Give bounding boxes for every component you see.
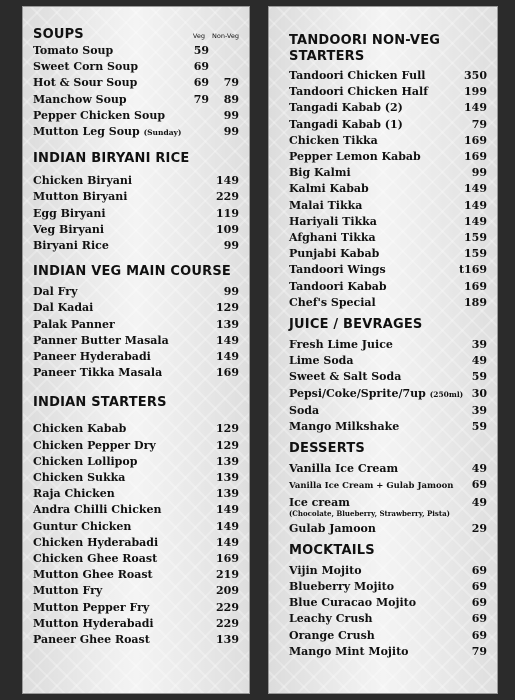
menu-item: Sweet Corn Soup 69 [33,60,209,74]
section-title: INDIAN STARTERS [33,395,167,411]
menu-item: Hot & Sour Soup 69 79 [33,76,239,90]
menu-item: Mutton Ghee Roast 219 [33,568,239,582]
menu-item: Biryani Rice 99 [33,239,239,253]
menu-item: Chicken Hyderabadi 149 [33,535,239,549]
menu-item: Paneer Ghee Roast 139 [33,633,239,647]
menu-item: Chicken Pepper Dry 129 [33,438,239,452]
juice-section [289,317,487,435]
menu-item: Tandoori Kabab 169 [289,279,487,293]
section-title: TANDOORI NON-VEG STARTERS [289,33,441,64]
veg-column-header: Veg [192,32,205,40]
menu-item: Vanilla Ice Cream 49 [289,462,487,476]
section-title: JUICE / BEVRAGES [289,317,423,333]
menu-item: Paneer Hyderabadi 149 [33,350,239,364]
section-title: MOCKTAILS [289,542,375,558]
menu-item: Kalmi Kabab 149 [289,182,487,196]
menu-item: Ice cream (Chocolate, Blueberry, Strawberry, Pista) 49 [289,495,487,518]
menu-item: Orange Crush 69 [289,628,487,642]
mocktails-section [289,543,487,660]
section-title: INDIAN VEG MAIN COURSE [33,264,231,280]
menu-item: Blueberry Mojito 69 [289,580,487,594]
menu-item: Malai Tikka 149 [289,198,487,212]
menu-item: Andra Chilli Chicken 149 [33,503,239,517]
menu-item: Mutton Pepper Fry 229 [33,600,239,614]
menu-item: Pepper Chicken Soup 99 [33,108,239,122]
menu-item: Chicken Sukka 139 [33,471,239,485]
soups-section [33,27,239,141]
menu-item: Gulab Jamoon 29 [289,521,487,535]
menu-item: Chicken Biryani 149 [33,174,239,188]
tandoori-section [289,33,487,311]
menu-item: Mutton Biryani 229 [33,190,239,204]
section-title: SOUPS [33,27,84,42]
menu-item: Pepper Lemon Kabab 169 [289,150,487,164]
menu-item: Vijin Mojito 69 [289,563,487,577]
menu-item: Tangadi Kabab (1) 79 [289,117,487,131]
menu-item: Veg Biryani 109 [33,222,239,236]
menu-item: Hariyali Tikka 149 [289,214,487,228]
menu-item: Soda 39 [289,403,487,417]
biryani-section [33,151,239,254]
menu-left-panel [22,6,250,694]
menu-item: Big Kalmi 99 [289,166,487,180]
menu-item: Leachy Crush 69 [289,612,487,626]
menu-item: Mutton Leg Soup (Sunday) 99 [33,125,239,139]
menu-item: Guntur Chicken 149 [33,519,239,533]
menu-item: Afghani Tikka 159 [289,231,487,245]
menu-item: Chicken Kabab 129 [33,422,239,436]
nonveg-column-header: Non-Veg [212,32,239,40]
menu-item: Chef's Special 189 [289,295,487,309]
menu-item: Mutton Hyderabadi 229 [33,616,239,630]
menu-item: Chicken Tikka 169 [289,133,487,147]
menu-item: Tangadi Kabab (2) 149 [289,101,487,115]
menu-item: Egg Biryani 119 [33,206,239,220]
menu-item: Paneer Tikka Masala 169 [33,366,239,380]
menu-item: Dal Fry 99 [33,285,239,299]
menu-item: Mango Mint Mojito 79 [289,644,487,658]
menu-right-panel [268,6,498,694]
menu-item: Dal Kadai 129 [33,301,239,315]
item-note: (Sunday) [143,128,182,138]
section-title: INDIAN BIRYANI RICE [33,151,190,167]
desserts-section [289,441,487,537]
menu-item: Punjabi Kabab 159 [289,247,487,261]
menu-item: Vanilla Ice Cream + Gulab Jamoon 69 [289,478,487,492]
menu-item: Fresh Lime Juice 39 [289,338,487,352]
item-note: (250ml) [429,389,464,399]
menu-item: Blue Curacao Mojito 69 [289,596,487,610]
starters-section [33,395,239,648]
menu-item: Sweet & Salt Soda 59 [289,370,487,384]
veg-main-section [33,264,239,381]
menu-item: Tomato Soup 59 [33,44,209,57]
menu-item: Panner Butter Masala 149 [33,333,239,347]
menu-item: Mango Milkshake 59 [289,420,487,434]
menu-item: Tandoori Wings t169 [289,263,487,277]
section-title: DESSERTS [289,441,365,457]
menu-item: Lime Soda 49 [289,354,487,368]
menu-item: Palak Panner 139 [33,317,239,331]
menu-item: Mutton Fry 209 [33,584,239,598]
menu-item: Tandoori Chicken Half 199 [289,85,487,99]
item-note: (Chocolate, Blueberry, Strawberry, Pista) [289,508,450,518]
menu-item: Raja Chicken 139 [33,487,239,501]
menu-item: Tandoori Chicken Full 350 [289,69,487,82]
menu-item: Chicken Ghee Roast 169 [33,552,239,566]
menu-item: Chicken Lollipop 139 [33,454,239,468]
menu-item: Pepsi/Coke/Sprite/7up (250ml) 30 [289,386,487,400]
menu-item: Manchow Soup 79 89 [33,92,239,106]
